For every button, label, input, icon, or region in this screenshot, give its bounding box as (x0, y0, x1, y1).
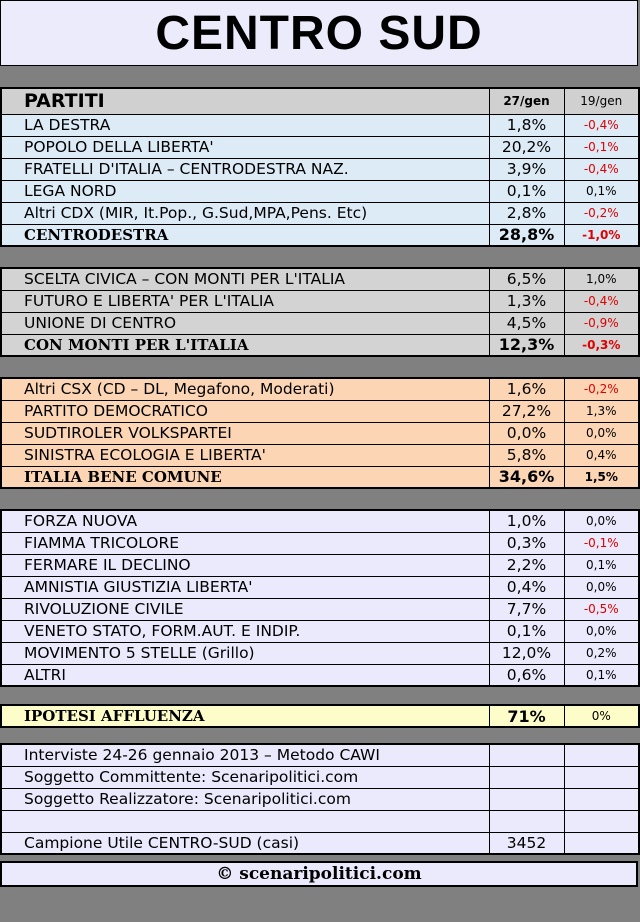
party-delta: 0,1% (564, 180, 639, 202)
table-header (1, 88, 639, 114)
turnout-row (1, 705, 639, 727)
party-row (1, 422, 639, 444)
party-delta: 0,1% (564, 664, 639, 686)
party-name: POPOLO DELLA LIBERTA' (1, 136, 489, 158)
party-name: MOVIMENTO 5 STELLE (Grillo) (1, 642, 489, 664)
party-delta: -0,4% (564, 290, 639, 312)
party-name: FRATELLI D'ITALIA – CENTRODESTRA NAZ. (1, 158, 489, 180)
party-name: VENETO STATO, FORM.AUT. E INDIP. (1, 620, 489, 642)
party-name: LA DESTRA (1, 114, 489, 136)
party-value: 6,5% (489, 268, 564, 290)
party-delta: -0,4% (564, 114, 639, 136)
party-value: 0,4% (489, 576, 564, 598)
party-row (1, 378, 639, 400)
party-row (1, 114, 639, 136)
party-delta: 0,0% (564, 620, 639, 642)
coalition-total-row (1, 466, 639, 488)
party-value: 4,5% (489, 312, 564, 334)
party-delta: 1,3% (564, 400, 639, 422)
italia-bene-comune-table (0, 377, 640, 489)
coalition-delta: 1,5% (564, 466, 639, 488)
party-name: UNIONE DI CENTRO (1, 312, 489, 334)
party-delta: 0,2% (564, 642, 639, 664)
party-name: AMNISTIA GIUSTIZIA LIBERTA' (1, 576, 489, 598)
other-parties-table (0, 509, 640, 687)
party-delta: -0,2% (564, 378, 639, 400)
party-name: FERMARE IL DECLINO (1, 554, 489, 576)
party-value: 1,0% (489, 510, 564, 532)
coalition-delta: -0,3% (564, 334, 639, 356)
party-row (1, 642, 639, 664)
coalition-value: 34,6% (489, 466, 564, 488)
party-value: 7,7% (489, 598, 564, 620)
party-delta: -0,1% (564, 136, 639, 158)
party-delta: -0,4% (564, 158, 639, 180)
info-row (1, 832, 639, 854)
coalition-total-row (1, 224, 639, 246)
party-row (1, 554, 639, 576)
info-sample-label: Campione Utile CENTRO-SUD (casi) (1, 832, 489, 854)
party-delta: 0,0% (564, 576, 639, 598)
party-name: PARTITO DEMOCRATICO (1, 400, 489, 422)
coalition-name: CENTRODESTRA (1, 224, 489, 246)
party-name: Altri CSX (CD – DL, Megafono, Moderati) (1, 378, 489, 400)
info-row (1, 810, 639, 832)
party-row (1, 136, 639, 158)
party-delta: -0,5% (564, 598, 639, 620)
party-value: 1,3% (489, 290, 564, 312)
party-value: 2,2% (489, 554, 564, 576)
party-name: SINISTRA ECOLOGIA E LIBERTA' (1, 444, 489, 466)
party-row (1, 268, 639, 290)
party-value: 1,8% (489, 114, 564, 136)
party-row (1, 158, 639, 180)
footer-copyright: © scenaripolitici.com (0, 861, 638, 887)
party-name: FORZA NUOVA (1, 510, 489, 532)
party-value: 20,2% (489, 136, 564, 158)
info-realizzatore: Soggetto Realizzatore: Scenaripolitici.com (1, 788, 489, 810)
party-name: Altri CDX (MIR, It.Pop., G.Sud,MPA,Pens. Etc) (1, 202, 489, 224)
info-row (1, 744, 639, 766)
turnout-table (0, 704, 640, 728)
party-delta: 0,1% (564, 554, 639, 576)
party-row (1, 312, 639, 334)
party-name: RIVOLUZIONE CIVILE (1, 598, 489, 620)
party-delta: 1,0% (564, 268, 639, 290)
party-value: 0,3% (489, 532, 564, 554)
party-row (1, 620, 639, 642)
party-name: FUTURO E LIBERTA' PER L'ITALIA (1, 290, 489, 312)
party-value: 27,2% (489, 400, 564, 422)
info-committente: Soggetto Committente: Scenaripolitici.com (1, 766, 489, 788)
party-row (1, 202, 639, 224)
party-name: LEGA NORD (1, 180, 489, 202)
party-value: 12,0% (489, 642, 564, 664)
coalition-total-row (1, 334, 639, 356)
coalition-name: ITALIA BENE COMUNE (1, 466, 489, 488)
party-value: 1,6% (489, 378, 564, 400)
coalition-delta: -1,0% (564, 224, 639, 246)
header-label: PARTITI (1, 88, 489, 114)
party-delta: -0,9% (564, 312, 639, 334)
monti-table (0, 267, 640, 357)
coalition-value: 12,3% (489, 334, 564, 356)
party-row (1, 400, 639, 422)
page-title: CENTRO SUD (0, 0, 638, 66)
header-date-current: 27/gen (489, 88, 564, 114)
party-row (1, 444, 639, 466)
party-row (1, 180, 639, 202)
coalition-value: 28,8% (489, 224, 564, 246)
party-row (1, 664, 639, 686)
party-row (1, 576, 639, 598)
party-row (1, 598, 639, 620)
party-value: 5,8% (489, 444, 564, 466)
party-row (1, 290, 639, 312)
centrodestra-table (0, 87, 640, 247)
party-value: 0,0% (489, 422, 564, 444)
party-name: SUDTIROLER VOLKSPARTEI (1, 422, 489, 444)
party-delta: -0,2% (564, 202, 639, 224)
turnout-delta: 0% (564, 705, 639, 727)
party-delta: 0,4% (564, 444, 639, 466)
party-value: 0,1% (489, 180, 564, 202)
survey-info-table (0, 743, 640, 855)
header-date-previous: 19/gen (564, 88, 639, 114)
turnout-label: IPOTESI AFFLUENZA (1, 705, 489, 727)
turnout-value: 71% (489, 705, 564, 727)
party-name: FIAMMA TRICOLORE (1, 532, 489, 554)
party-row (1, 532, 639, 554)
party-value: 3,9% (489, 158, 564, 180)
info-row (1, 766, 639, 788)
party-value: 2,8% (489, 202, 564, 224)
party-delta: 0,0% (564, 422, 639, 444)
party-delta: -0,1% (564, 532, 639, 554)
party-name: ALTRI (1, 664, 489, 686)
party-value: 0,6% (489, 664, 564, 686)
party-name: SCELTA CIVICA – CON MONTI PER L'ITALIA (1, 268, 489, 290)
party-value: 0,1% (489, 620, 564, 642)
info-method: Interviste 24-26 gennaio 2013 – Metodo CAWI (1, 744, 489, 766)
info-sample-value: 3452 (489, 832, 564, 854)
info-row (1, 788, 639, 810)
coalition-name: CON MONTI PER L'ITALIA (1, 334, 489, 356)
party-row (1, 510, 639, 532)
party-delta: 0,0% (564, 510, 639, 532)
